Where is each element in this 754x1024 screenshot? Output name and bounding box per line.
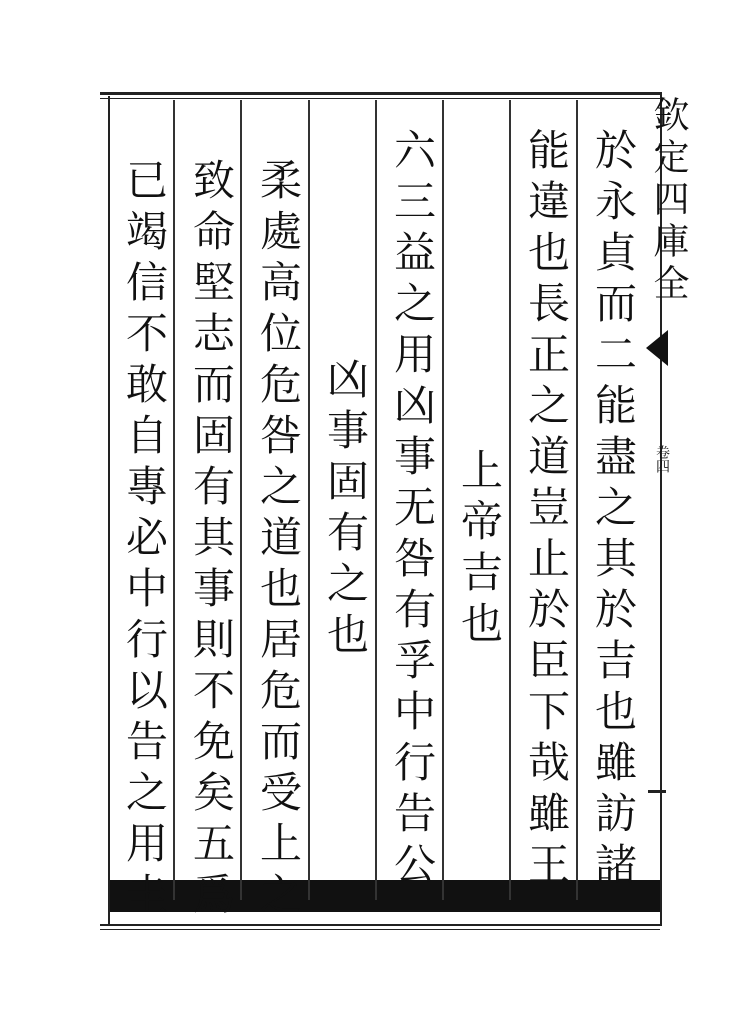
text-column-3: 上帝吉也 [455, 448, 504, 652]
column-separator [576, 100, 578, 900]
book-title: 欽定四庫全 [648, 96, 689, 306]
text-column-2: 能違也長正之道豈止於臣下哉雖王 [522, 127, 571, 893]
text-column-5: 凶事固有之也 [321, 357, 370, 663]
margin-mark [648, 790, 666, 793]
column-separator [442, 100, 444, 900]
text-column-1: 於永貞而二能盡之其於吉也雖訪諸 [589, 127, 638, 893]
column-separator [509, 100, 511, 900]
fishtail-mark-icon [646, 330, 668, 366]
column-separator [375, 100, 377, 900]
column-separator [308, 100, 310, 900]
text-column-7: 致命堅志而固有其事則不免矣五爲 [187, 157, 236, 923]
volume-label: 卷四 [654, 445, 670, 473]
top-border [100, 92, 660, 95]
text-column-4: 六三益之用凶事无咎有孚中行告公 [388, 127, 437, 893]
top-border-inner [100, 98, 660, 99]
text-column-8: 已竭信不敢自專必中行以告之用圭 [120, 157, 169, 923]
text-column-6: 柔處高位危咎之道也居危而受上之 [254, 157, 303, 923]
left-border [108, 96, 110, 926]
